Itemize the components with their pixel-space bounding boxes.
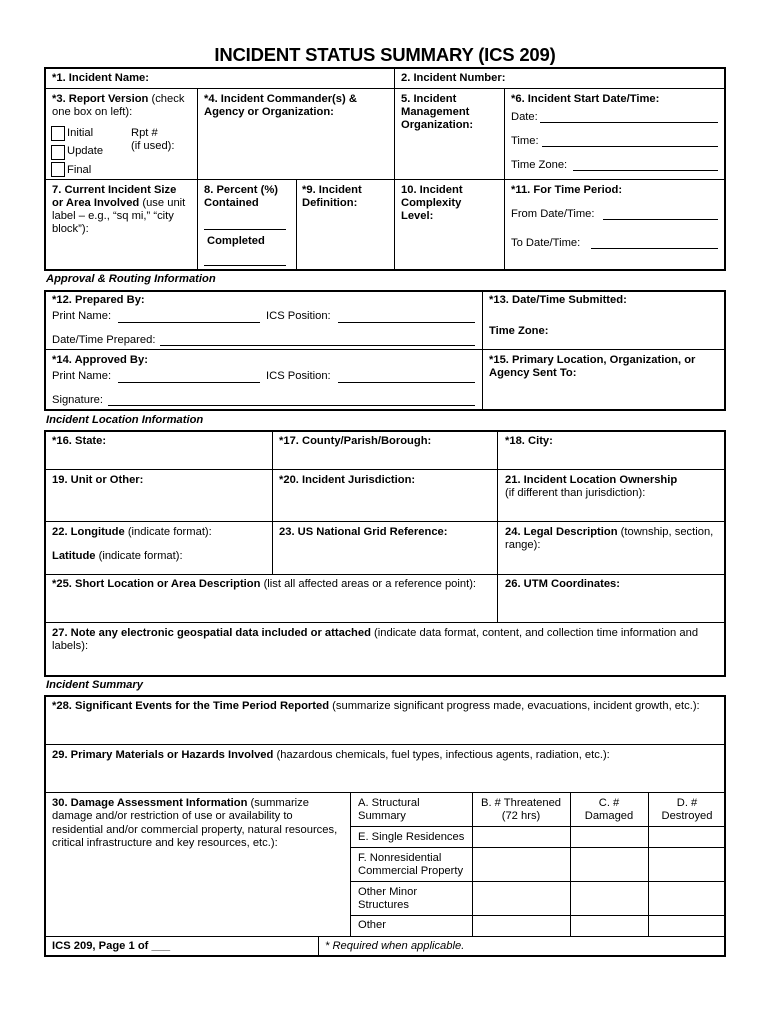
incident-commander-label-2: Agency or Organization: (204, 106, 334, 118)
incident-summary-heading: Incident Summary (46, 679, 143, 691)
percent-contained-field[interactable] (204, 229, 286, 230)
signature-field[interactable] (108, 405, 475, 406)
longitude-label: 22. Longitude (indicate format): (52, 526, 212, 538)
divider (296, 179, 297, 271)
divider (44, 349, 726, 350)
short-location-label: *25. Short Location or Area Description (list all affected areas or a reference point): (52, 578, 477, 590)
city-label: *18. City: (505, 435, 553, 447)
divider (44, 792, 726, 793)
start-timezone-label: Time Zone: (511, 159, 568, 171)
prepared-print-name-field[interactable] (118, 322, 260, 323)
divider (497, 430, 498, 622)
divider (350, 847, 726, 848)
divider (44, 521, 726, 522)
divider (350, 826, 726, 827)
submitted-timezone-label: Time Zone: (489, 325, 549, 337)
percent-contained-label-2: Contained (204, 197, 259, 209)
row-other-minor: Other Minor (358, 886, 418, 898)
divider (394, 67, 395, 271)
prepared-print-name-label: Print Name: (52, 310, 112, 322)
datetime-submitted-label: *13. Date/Time Submitted: (489, 294, 627, 306)
incident-name-label: *1. Incident Name: (52, 72, 149, 84)
complexity-level-label-2: Complexity (401, 197, 462, 209)
percent-contained-label: 8. Percent (%) (204, 184, 278, 196)
divider (197, 88, 198, 271)
col-destroyed-2: Destroyed (661, 810, 713, 822)
incident-size-label: 7. Current Incident Size (52, 184, 177, 196)
sent-to-label-2: Agency Sent To: (489, 367, 577, 379)
from-datetime-field[interactable] (603, 219, 718, 220)
form-title: INCIDENT STATUS SUMMARY (ICS 209) (214, 44, 556, 65)
approved-ics-position-label: ICS Position: (266, 370, 331, 382)
legal-description-label: 24. Legal Description (township, section, (505, 526, 714, 538)
management-org-label-2: Management (401, 106, 470, 118)
col-structural-summary-2: Summary (358, 810, 406, 822)
start-time-field[interactable] (542, 146, 718, 147)
prepared-ics-position-field[interactable] (338, 322, 475, 323)
row-other-minor-2: Structures (358, 899, 409, 911)
location-ownership-label: 21. Incident Location Ownership (505, 474, 678, 486)
start-date-label: Date: (511, 111, 538, 123)
row-nonresidential: F. Nonresidential (358, 852, 442, 864)
prepared-ics-position-label: ICS Position: (266, 310, 331, 322)
initial-label: Initial (67, 127, 94, 139)
geospatial-data-hint: labels): (52, 640, 89, 652)
approved-by-label: *14. Approved By: (52, 354, 148, 366)
required-note: * Required when applicable. (325, 940, 465, 952)
incident-size-label-2: or Area Involved (use unit (52, 197, 186, 209)
col-destroyed: D. # (676, 797, 698, 809)
damage-assessment-label: 30. Damage Assessment Information (summarize (52, 797, 309, 809)
incident-location-heading: Incident Location Information (46, 414, 204, 426)
col-structural-summary: A. Structural (358, 797, 420, 809)
row-other: Other (358, 919, 386, 931)
complexity-level-label: 10. Incident (401, 184, 463, 196)
location-ownership-hint: (if different than jurisdiction): (505, 487, 646, 499)
incident-definition-label: *9. Incident (302, 184, 362, 196)
page-number-label: ICS 209, Page 1 of ___ (52, 940, 171, 952)
damage-assessment-hint-3: residential and/or commercial property, natural resources, (52, 824, 338, 836)
start-timezone-field[interactable] (573, 170, 718, 171)
significant-events-label: *28. Significant Events for the Time Period Reported (summarize significant progress made, evacuations, incident growth, etc.): (52, 700, 700, 712)
signature-label: Signature: (52, 394, 103, 406)
geospatial-data-label: 27. Note any electronic geospatial data included or attached (indicate data format, content, and collection time information and (52, 627, 699, 639)
row-single-residences: E. Single Residences (358, 831, 465, 843)
prepared-by-label: *12. Prepared By: (52, 294, 145, 306)
utm-coordinates-label: 26. UTM Coordinates: (505, 578, 620, 590)
rpt-if-used-label: (if used): (131, 140, 175, 152)
usng-reference-label: 23. US National Grid Reference: (279, 526, 448, 538)
report-version-label: *3. Report Version (check (52, 93, 185, 105)
report-version-hint: one box on left): (52, 106, 133, 118)
to-datetime-field[interactable] (591, 248, 718, 249)
start-date-field[interactable] (540, 122, 718, 123)
complexity-level-label-3: Level: (401, 210, 434, 222)
approved-ics-position-field[interactable] (338, 382, 475, 383)
unit-or-other-label: 19. Unit or Other: (52, 474, 144, 486)
from-datetime-label: From Date/Time: (511, 208, 595, 220)
update-label: Update (67, 145, 104, 157)
col-threatened: B. # Threatened (480, 797, 562, 809)
damage-assessment-hint-2: damage and/or restriction of use or availability to (52, 810, 293, 822)
divider (44, 179, 726, 180)
divider (350, 915, 726, 916)
final-label: Final (67, 164, 92, 176)
management-org-label-3: Organization: (401, 119, 474, 131)
hazards-involved-label: 29. Primary Materials or Hazards Involved (hazardous chemicals, fuel types, infectious agents, radiation, etc.): (52, 749, 610, 761)
update-checkbox[interactable] (51, 145, 65, 160)
row-nonresidential-2: Commercial Property (358, 865, 464, 877)
jurisdiction-label: *20. Incident Jurisdiction: (279, 474, 416, 486)
incident-size-label-3: label – e.g., “sq mi,” “city (52, 210, 174, 222)
divider (272, 430, 273, 574)
incident-definition-label-2: Definition: (302, 197, 358, 209)
incident-size-label-4: block”): (52, 223, 89, 235)
divider (350, 881, 726, 882)
approved-print-name-field[interactable] (118, 382, 260, 383)
percent-completed-field[interactable] (204, 265, 286, 266)
datetime-prepared-label: Date/Time Prepared: (52, 334, 156, 346)
sent-to-label: *15. Primary Location, Organization, or (489, 354, 696, 366)
divider (504, 88, 505, 271)
col-damaged: C. # (598, 797, 620, 809)
completed-label: Completed (207, 235, 265, 247)
approval-box (44, 290, 726, 411)
divider (44, 88, 726, 89)
divider (44, 622, 726, 623)
divider (44, 469, 726, 470)
divider (482, 290, 483, 411)
time-period-label: *11. For Time Period: (511, 184, 623, 196)
divider (44, 936, 726, 937)
col-damaged-2: Damaged (584, 810, 634, 822)
state-label: *16. State: (52, 435, 107, 447)
latitude-label: Latitude (indicate format): (52, 550, 183, 562)
final-checkbox[interactable] (51, 162, 65, 177)
datetime-prepared-field[interactable] (160, 345, 475, 346)
divider (318, 936, 319, 957)
to-datetime-label: To Date/Time: (511, 237, 581, 249)
initial-checkbox[interactable] (51, 126, 65, 141)
rpt-number-label: Rpt # (131, 127, 158, 139)
approval-routing-heading: Approval & Routing Information (46, 273, 216, 285)
start-time-label: Time: (511, 135, 539, 147)
damage-assessment-hint-4: critical infrastructure and key resources, etc.): (52, 837, 278, 849)
start-datetime-label: *6. Incident Start Date/Time: (511, 93, 660, 105)
incident-commander-label: *4. Incident Commander(s) & (204, 93, 357, 105)
col-threatened-2: (72 hrs) (501, 810, 541, 822)
legal-description-hint: range): (505, 539, 541, 551)
approved-print-name-label: Print Name: (52, 370, 112, 382)
divider (44, 574, 726, 575)
incident-number-label: 2. Incident Number: (401, 72, 506, 84)
county-label: *17. County/Parish/Borough: (279, 435, 432, 447)
management-org-label: 5. Incident (401, 93, 457, 105)
divider (44, 744, 726, 745)
